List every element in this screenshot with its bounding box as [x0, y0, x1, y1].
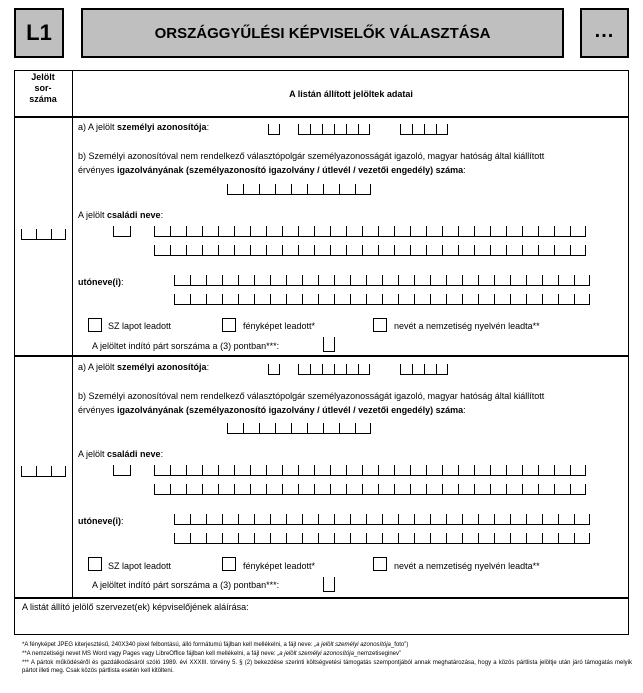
continuation-mark: ...: [594, 19, 615, 42]
footnote-photo: *A fényképet JPEG kiterjesztésű, 240X340 pixel felbontású, álló formátumú fájlban kell mellékelni, a fájl neve: „a jelölt személyi azonosítója_foto”): [22, 642, 409, 648]
given-name-label: utóneve(i):: [78, 516, 124, 526]
surname-label: A jelölt családi neve:: [78, 210, 164, 220]
nationality-name-label: nevét a nemzetiség nyelvén leadta**: [394, 321, 540, 331]
sz-sheet-label: SZ lapot leadott: [108, 561, 172, 571]
given-name-field-line2[interactable]: [174, 533, 590, 544]
nationality-name-checkbox[interactable]: [373, 318, 387, 332]
id-document-text-line1: b) Személyi azonosítóval nem rendelkező választópolgár személyazonosságát igazoló, magyar hatóság által kiállított: [78, 391, 545, 401]
personal-id-serial-field[interactable]: [400, 364, 448, 375]
column-divider: [72, 70, 73, 598]
given-name-field-line1[interactable]: [174, 514, 590, 525]
continuation-box: [580, 8, 629, 58]
form-title-box: [81, 8, 564, 58]
personal-id-sex-field[interactable]: [268, 364, 280, 375]
nationality-name-checkbox[interactable]: [373, 557, 387, 571]
footnote-nationality: **A nemzetiségi nevet MS Word vagy Pages vagy LibreOffice fájlban kell mellékelni, a fájl neve: „a jelölt személyi azonosítója_nemzetiseginev”: [22, 651, 401, 657]
form-code: L1: [26, 20, 52, 45]
surname-prefix-field[interactable]: [113, 465, 131, 476]
party-number-label: A jelöltet indító párt sorszáma a (3) pontban***:: [92, 580, 280, 590]
id-document-text-line2: érvényes igazolványának (személyazonosító igazolvány / útlevél / vezetői engedély) száma:: [78, 165, 466, 175]
personal-id-birthdate-field[interactable]: [298, 364, 370, 375]
personal-id-label: a) A jelölt személyi azonosítója:: [78, 122, 210, 132]
sz-sheet-checkbox[interactable]: [88, 318, 102, 332]
candidate-divider: [14, 355, 629, 357]
header-divider: [14, 116, 629, 118]
id-document-number-field[interactable]: [227, 423, 371, 434]
nationality-name-label: nevét a nemzetiség nyelvén leadta**: [394, 561, 540, 571]
form-code-box: [14, 8, 64, 58]
surname-prefix-field[interactable]: [113, 226, 131, 237]
footnote-party: *** A pártok működéséről és gazdálkodásáról szóló 1989. évi XXXIII. törvény 5. § (2) bekezdése szerinti költségvetési támogatás szempontjából annak meghatározása, hogy a közös pártlista jelöltje után járó támogatás melyik pártot illeti meg. Csak közös pártlista esetén kell kitölteni.: [22, 660, 632, 674]
given-name-label: utóneve(i):: [78, 277, 124, 287]
personal-id-label: a) A jelölt személyi azonosítója:: [78, 362, 210, 372]
id-document-text-line1: b) Személyi azonosítóval nem rendelkező választópolgár személyazonosságát igazoló, magyar hatóság által kiállított: [78, 151, 545, 161]
photo-label: fényképet leadott*: [243, 321, 316, 331]
signature-label: A listát állító jelölő szervezet(ek) képviselőjének aláírása:: [22, 602, 249, 612]
photo-checkbox[interactable]: [222, 318, 236, 332]
given-name-field-line2[interactable]: [174, 294, 590, 305]
surname-field-line1[interactable]: [154, 226, 586, 237]
column-header-data: A listán állított jelöltek adatai: [289, 89, 413, 99]
candidate-number-field[interactable]: [21, 466, 66, 477]
sz-sheet-checkbox[interactable]: [88, 557, 102, 571]
personal-id-sex-field[interactable]: [268, 124, 280, 135]
column-header-number: Jelölt sor- száma: [29, 72, 57, 104]
party-number-label: A jelöltet indító párt sorszáma a (3) pontban***:: [92, 341, 280, 351]
sz-sheet-label: SZ lapot leadott: [108, 321, 172, 331]
surname-field-line2[interactable]: [154, 484, 586, 495]
party-number-field[interactable]: [323, 577, 335, 592]
id-document-text-line2: érvényes igazolványának (személyazonosító igazolvány / útlevél / vezetői engedély) száma:: [78, 405, 466, 415]
given-name-field-line1[interactable]: [174, 275, 590, 286]
candidate-number-field[interactable]: [21, 229, 66, 240]
id-document-number-field[interactable]: [227, 184, 371, 195]
party-number-field[interactable]: [323, 337, 335, 352]
photo-checkbox[interactable]: [222, 557, 236, 571]
surname-field-line2[interactable]: [154, 245, 586, 256]
surname-label: A jelölt családi neve:: [78, 449, 164, 459]
form-title: ORSZÁGGYŰLÉSI KÉPVISELŐK VÁLASZTÁSA: [154, 24, 491, 42]
personal-id-serial-field[interactable]: [400, 124, 448, 135]
photo-label: fényképet leadott*: [243, 561, 316, 571]
surname-field-line1[interactable]: [154, 465, 586, 476]
personal-id-birthdate-field[interactable]: [298, 124, 370, 135]
